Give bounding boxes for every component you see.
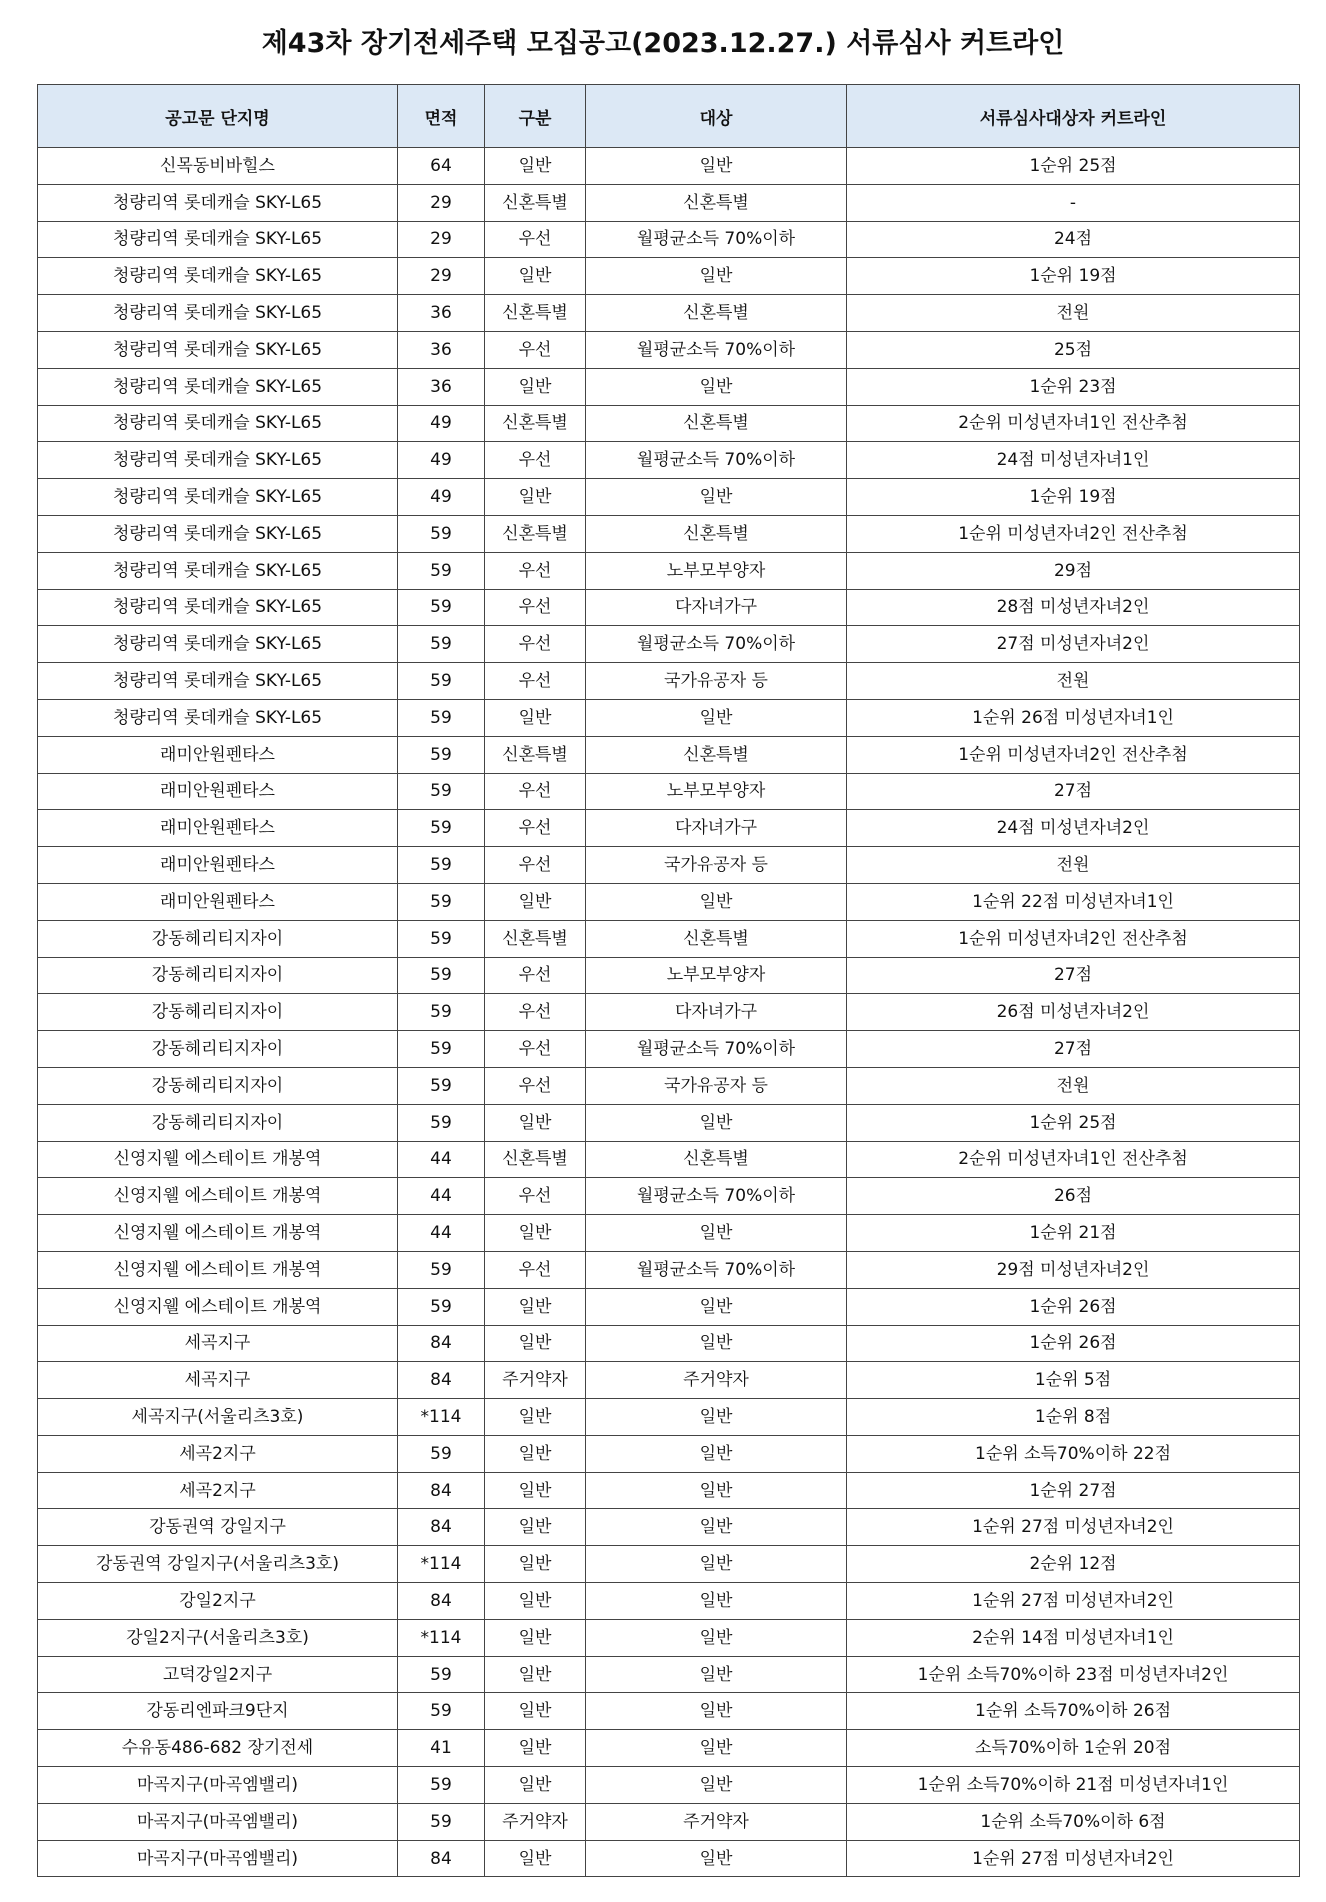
cell-area: 59 [398, 1031, 485, 1068]
cell-area: 59 [398, 1067, 485, 1104]
header-area: 면적 [398, 85, 485, 148]
cell-complex-name: 청량리역 롯데캐슬 SKY-L65 [38, 552, 398, 589]
cell-target: 월평균소득 70%이하 [586, 1178, 847, 1215]
table-row [38, 184, 1300, 221]
cell-cutoff: - [847, 184, 1300, 221]
table-row [38, 1546, 1300, 1583]
cell-target: 신혼특별 [586, 515, 847, 552]
cell-cutoff: 전원 [847, 295, 1300, 332]
cell-complex-name: 강동헤리티지자이 [38, 1104, 398, 1141]
cell-area: 59 [398, 1803, 485, 1840]
cell-category: 일반 [485, 1693, 586, 1730]
cell-area: 29 [398, 221, 485, 258]
cell-cutoff: 27점 [847, 1031, 1300, 1068]
cell-category: 일반 [485, 1399, 586, 1436]
cell-complex-name: 강동리엔파크9단지 [38, 1693, 398, 1730]
cell-complex-name: 청량리역 롯데캐슬 SKY-L65 [38, 515, 398, 552]
cell-target: 일반 [586, 148, 847, 185]
cell-complex-name: 강동헤리티지자이 [38, 1031, 398, 1068]
header-target: 대상 [586, 85, 847, 148]
table-row [38, 663, 1300, 700]
cell-target: 월평균소득 70%이하 [586, 1031, 847, 1068]
table-row [38, 1583, 1300, 1620]
cell-category: 일반 [485, 1509, 586, 1546]
cell-area: 59 [398, 810, 485, 847]
cell-category: 신혼특별 [485, 295, 586, 332]
cell-target: 일반 [586, 1656, 847, 1693]
cell-area: 59 [398, 1251, 485, 1288]
cell-category: 일반 [485, 1104, 586, 1141]
table-row [38, 847, 1300, 884]
cell-category: 우선 [485, 1178, 586, 1215]
table-header-row [38, 85, 1300, 148]
cell-category: 우선 [485, 957, 586, 994]
cell-cutoff: 1순위 26점 미성년자녀1인 [847, 699, 1300, 736]
cell-category: 일반 [485, 699, 586, 736]
cell-category: 일반 [485, 368, 586, 405]
cell-target: 국가유공자 등 [586, 1067, 847, 1104]
table-row [38, 1619, 1300, 1656]
cell-target: 일반 [586, 479, 847, 516]
cell-cutoff: 1순위 27점 미성년자녀2인 [847, 1840, 1300, 1877]
cell-complex-name: 강동권역 강일지구(서울리츠3호) [38, 1546, 398, 1583]
cell-target: 일반 [586, 1509, 847, 1546]
table-row [38, 515, 1300, 552]
cell-category: 일반 [485, 1435, 586, 1472]
cell-area: 59 [398, 663, 485, 700]
cell-complex-name: 청량리역 롯데캐슬 SKY-L65 [38, 368, 398, 405]
cell-cutoff: 1순위 소득70%이하 21점 미성년자녀1인 [847, 1767, 1300, 1804]
cell-target: 일반 [586, 1325, 847, 1362]
cell-target: 신혼특별 [586, 920, 847, 957]
cell-complex-name: 신영지웰 에스테이트 개봉역 [38, 1141, 398, 1178]
cell-area: 59 [398, 994, 485, 1031]
cell-area: 44 [398, 1215, 485, 1252]
cell-complex-name: 수유동486-682 장기전세 [38, 1730, 398, 1767]
cell-cutoff: 1순위 소득70%이하 23점 미성년자녀2인 [847, 1656, 1300, 1693]
cell-target: 신혼특별 [586, 405, 847, 442]
cell-cutoff: 전원 [847, 663, 1300, 700]
table-row [38, 920, 1300, 957]
cell-target: 일반 [586, 1288, 847, 1325]
cell-area: 59 [398, 736, 485, 773]
cell-cutoff: 1순위 5점 [847, 1362, 1300, 1399]
cell-area: 29 [398, 258, 485, 295]
cell-complex-name: 신영지웰 에스테이트 개봉역 [38, 1178, 398, 1215]
cell-complex-name: 청량리역 롯데캐슬 SKY-L65 [38, 295, 398, 332]
cell-complex-name: 청량리역 롯데캐슬 SKY-L65 [38, 479, 398, 516]
cell-category: 우선 [485, 773, 586, 810]
cell-target: 월평균소득 70%이하 [586, 1251, 847, 1288]
cell-category: 일반 [485, 1583, 586, 1620]
cell-category: 우선 [485, 589, 586, 626]
cell-area: 84 [398, 1362, 485, 1399]
cell-complex-name: 강일2지구 [38, 1583, 398, 1620]
cell-complex-name: 세곡지구 [38, 1325, 398, 1362]
cell-complex-name: 청량리역 롯데캐슬 SKY-L65 [38, 184, 398, 221]
cell-complex-name: 마곡지구(마곡엠밸리) [38, 1840, 398, 1877]
cell-target: 국가유공자 등 [586, 663, 847, 700]
cell-complex-name: 강동헤리티지자이 [38, 920, 398, 957]
table-row [38, 589, 1300, 626]
cell-area: 44 [398, 1141, 485, 1178]
cell-cutoff: 2순위 12점 [847, 1546, 1300, 1583]
cell-cutoff: 24점 미성년자녀1인 [847, 442, 1300, 479]
cell-cutoff: 27점 미성년자녀2인 [847, 626, 1300, 663]
cell-cutoff: 1순위 미성년자녀2인 전산추첨 [847, 515, 1300, 552]
cell-area: 59 [398, 1435, 485, 1472]
cell-target: 일반 [586, 1767, 847, 1804]
cell-cutoff: 26점 미성년자녀2인 [847, 994, 1300, 1031]
cell-target: 일반 [586, 368, 847, 405]
cell-cutoff: 2순위 미성년자녀1인 전산추첨 [847, 405, 1300, 442]
cell-area: 84 [398, 1509, 485, 1546]
cell-target: 주거약자 [586, 1362, 847, 1399]
cell-complex-name: 래미안원펜타스 [38, 736, 398, 773]
cell-target: 다자녀가구 [586, 994, 847, 1031]
table-row [38, 1509, 1300, 1546]
cell-cutoff: 전원 [847, 1067, 1300, 1104]
cell-category: 일반 [485, 258, 586, 295]
cell-area: 64 [398, 148, 485, 185]
cell-category: 우선 [485, 847, 586, 884]
cell-complex-name: 강동헤리티지자이 [38, 994, 398, 1031]
cell-category: 주거약자 [485, 1803, 586, 1840]
cell-target: 국가유공자 등 [586, 847, 847, 884]
cell-cutoff: 28점 미성년자녀2인 [847, 589, 1300, 626]
cell-cutoff: 26점 [847, 1178, 1300, 1215]
cell-category: 우선 [485, 1251, 586, 1288]
cell-complex-name: 고덕강일2지구 [38, 1656, 398, 1693]
cell-category: 일반 [485, 1656, 586, 1693]
table-row [38, 736, 1300, 773]
cell-cutoff: 24점 [847, 221, 1300, 258]
cell-cutoff: 1순위 26점 [847, 1325, 1300, 1362]
cell-target: 월평균소득 70%이하 [586, 442, 847, 479]
cell-cutoff: 1순위 소득70%이하 6점 [847, 1803, 1300, 1840]
cell-area: 49 [398, 405, 485, 442]
cell-area: 44 [398, 1178, 485, 1215]
cell-cutoff: 1순위 27점 미성년자녀2인 [847, 1583, 1300, 1620]
document-title: 제43차 장기전세주택 모집공고(2023.12.27.) 서류심사 커트라인 [261, 28, 1065, 59]
cell-cutoff: 1순위 23점 [847, 368, 1300, 405]
cell-category: 신혼특별 [485, 405, 586, 442]
table-row [38, 368, 1300, 405]
cell-area: 59 [398, 1288, 485, 1325]
table-row [38, 699, 1300, 736]
cell-category: 우선 [485, 1067, 586, 1104]
table-row [38, 1215, 1300, 1252]
cell-cutoff: 1순위 소득70%이하 22점 [847, 1435, 1300, 1472]
cell-complex-name: 마곡지구(마곡엠밸리) [38, 1803, 398, 1840]
cell-category: 우선 [485, 810, 586, 847]
cell-category: 일반 [485, 1546, 586, 1583]
table-row [38, 479, 1300, 516]
table-row [38, 1399, 1300, 1436]
cell-area: 59 [398, 883, 485, 920]
table-row [38, 258, 1300, 295]
cell-target: 일반 [586, 1619, 847, 1656]
cell-complex-name: 신영지웰 에스테이트 개봉역 [38, 1215, 398, 1252]
cell-target: 주거약자 [586, 1803, 847, 1840]
cell-target: 다자녀가구 [586, 810, 847, 847]
cell-target: 일반 [586, 1215, 847, 1252]
table-row [38, 221, 1300, 258]
cell-category: 신혼특별 [485, 184, 586, 221]
cell-area: 59 [398, 552, 485, 589]
table-body [38, 148, 1300, 1877]
cell-complex-name: 세곡2지구 [38, 1472, 398, 1509]
table-row [38, 1803, 1300, 1840]
cell-category: 우선 [485, 552, 586, 589]
table-row [38, 1362, 1300, 1399]
cell-target: 일반 [586, 699, 847, 736]
cell-area: *114 [398, 1399, 485, 1436]
cell-area: 59 [398, 515, 485, 552]
cell-category: 일반 [485, 148, 586, 185]
cell-category: 주거약자 [485, 1362, 586, 1399]
cell-category: 일반 [485, 883, 586, 920]
cell-area: 59 [398, 699, 485, 736]
cell-cutoff: 27점 [847, 957, 1300, 994]
cell-target: 일반 [586, 1104, 847, 1141]
cell-area: 59 [398, 626, 485, 663]
table-row [38, 1141, 1300, 1178]
cell-cutoff: 1순위 8점 [847, 1399, 1300, 1436]
cell-category: 우선 [485, 626, 586, 663]
cell-area: 59 [398, 920, 485, 957]
table-row [38, 1288, 1300, 1325]
header-cutoff: 서류심사대상자 커트라인 [847, 85, 1300, 148]
cell-cutoff: 1순위 25점 [847, 1104, 1300, 1141]
cell-cutoff: 2순위 14점 미성년자녀1인 [847, 1619, 1300, 1656]
cell-target: 노부모부양자 [586, 773, 847, 810]
cell-category: 신혼특별 [485, 920, 586, 957]
table-row [38, 442, 1300, 479]
cell-complex-name: 신영지웰 에스테이트 개봉역 [38, 1251, 398, 1288]
cell-target: 일반 [586, 1435, 847, 1472]
cell-cutoff: 1순위 27점 미성년자녀2인 [847, 1509, 1300, 1546]
table-row [38, 994, 1300, 1031]
cell-area: 59 [398, 1104, 485, 1141]
cell-area: 59 [398, 773, 485, 810]
cell-target: 신혼특별 [586, 1141, 847, 1178]
table-row [38, 405, 1300, 442]
cell-cutoff: 소득70%이하 1순위 20점 [847, 1730, 1300, 1767]
table-row [38, 148, 1300, 185]
table-row [38, 1178, 1300, 1215]
cell-cutoff: 1순위 19점 [847, 258, 1300, 295]
cell-complex-name: 신목동비바힐스 [38, 148, 398, 185]
cell-area: 59 [398, 1767, 485, 1804]
cell-area: 29 [398, 184, 485, 221]
cell-category: 우선 [485, 221, 586, 258]
table-row [38, 1472, 1300, 1509]
cell-category: 일반 [485, 1619, 586, 1656]
cell-cutoff: 1순위 22점 미성년자녀1인 [847, 883, 1300, 920]
cell-target: 월평균소득 70%이하 [586, 626, 847, 663]
cell-area: 49 [398, 479, 485, 516]
cell-category: 신혼특별 [485, 1141, 586, 1178]
cell-complex-name: 래미안원펜타스 [38, 810, 398, 847]
cell-cutoff: 27점 [847, 773, 1300, 810]
cell-category: 일반 [485, 1767, 586, 1804]
table-row [38, 883, 1300, 920]
cell-category: 일반 [485, 1325, 586, 1362]
table-row [38, 331, 1300, 368]
cell-cutoff: 1순위 소득70%이하 26점 [847, 1693, 1300, 1730]
cell-cutoff: 1순위 27점 [847, 1472, 1300, 1509]
cell-area: *114 [398, 1619, 485, 1656]
cell-target: 일반 [586, 1840, 847, 1877]
cell-area: 36 [398, 295, 485, 332]
cell-cutoff: 25점 [847, 331, 1300, 368]
cell-complex-name: 청량리역 롯데캐슬 SKY-L65 [38, 699, 398, 736]
header-complex-name: 공고문 단지명 [38, 85, 398, 148]
cell-target: 노부모부양자 [586, 957, 847, 994]
cell-area: 59 [398, 1656, 485, 1693]
cell-area: 59 [398, 957, 485, 994]
cell-area: 84 [398, 1840, 485, 1877]
cell-area: 84 [398, 1325, 485, 1362]
cell-area: 59 [398, 589, 485, 626]
cell-complex-name: 래미안원펜타스 [38, 773, 398, 810]
table-row [38, 1067, 1300, 1104]
cutoff-table [37, 84, 1300, 1877]
cell-category: 우선 [485, 442, 586, 479]
cell-area: 49 [398, 442, 485, 479]
table-row [38, 1693, 1300, 1730]
cell-area: *114 [398, 1546, 485, 1583]
table-row [38, 1031, 1300, 1068]
cell-complex-name: 마곡지구(마곡엠밸리) [38, 1767, 398, 1804]
cell-target: 월평균소득 70%이하 [586, 331, 847, 368]
cell-complex-name: 청량리역 롯데캐슬 SKY-L65 [38, 442, 398, 479]
cell-area: 59 [398, 1693, 485, 1730]
table-row [38, 1325, 1300, 1362]
cell-complex-name: 세곡2지구 [38, 1435, 398, 1472]
cell-complex-name: 래미안원펜타스 [38, 883, 398, 920]
cell-target: 신혼특별 [586, 736, 847, 773]
header-category: 구분 [485, 85, 586, 148]
cell-target: 일반 [586, 1693, 847, 1730]
table-row [38, 1840, 1300, 1877]
cell-area: 36 [398, 331, 485, 368]
cell-cutoff: 29점 미성년자녀2인 [847, 1251, 1300, 1288]
table-row [38, 1251, 1300, 1288]
cell-cutoff: 1순위 미성년자녀2인 전산추첨 [847, 736, 1300, 773]
cell-complex-name: 청량리역 롯데캐슬 SKY-L65 [38, 221, 398, 258]
cell-complex-name: 청량리역 롯데캐슬 SKY-L65 [38, 405, 398, 442]
cell-category: 우선 [485, 1031, 586, 1068]
table-row [38, 1767, 1300, 1804]
cell-target: 다자녀가구 [586, 589, 847, 626]
cell-cutoff: 29점 [847, 552, 1300, 589]
table-row [38, 1435, 1300, 1472]
cell-complex-name: 강동헤리티지자이 [38, 1067, 398, 1104]
cell-area: 84 [398, 1583, 485, 1620]
cell-target: 신혼특별 [586, 295, 847, 332]
cell-category: 일반 [485, 1472, 586, 1509]
cell-category: 일반 [485, 1730, 586, 1767]
cell-target: 일반 [586, 1546, 847, 1583]
cell-area: 36 [398, 368, 485, 405]
cell-category: 일반 [485, 1840, 586, 1877]
cell-complex-name: 래미안원펜타스 [38, 847, 398, 884]
cell-complex-name: 세곡지구(서울리츠3호) [38, 1399, 398, 1436]
cell-area: 84 [398, 1472, 485, 1509]
cell-category: 신혼특별 [485, 515, 586, 552]
cell-area: 59 [398, 847, 485, 884]
cell-category: 우선 [485, 994, 586, 1031]
cell-cutoff: 1순위 26점 [847, 1288, 1300, 1325]
cell-area: 41 [398, 1730, 485, 1767]
table-row [38, 1104, 1300, 1141]
cell-complex-name: 청량리역 롯데캐슬 SKY-L65 [38, 258, 398, 295]
cell-cutoff: 24점 미성년자녀2인 [847, 810, 1300, 847]
cell-target: 월평균소득 70%이하 [586, 221, 847, 258]
cell-target: 일반 [586, 1399, 847, 1436]
cell-complex-name: 강동권역 강일지구 [38, 1509, 398, 1546]
cell-complex-name: 청량리역 롯데캐슬 SKY-L65 [38, 626, 398, 663]
cell-cutoff: 2순위 미성년자녀1인 전산추첨 [847, 1141, 1300, 1178]
cell-complex-name: 신영지웰 에스테이트 개봉역 [38, 1288, 398, 1325]
cell-complex-name: 강일2지구(서울리츠3호) [38, 1619, 398, 1656]
cell-cutoff: 1순위 미성년자녀2인 전산추첨 [847, 920, 1300, 957]
cell-category: 우선 [485, 663, 586, 700]
table-row [38, 957, 1300, 994]
cell-target: 일반 [586, 258, 847, 295]
cell-category: 일반 [485, 1288, 586, 1325]
table-row [38, 810, 1300, 847]
table-row [38, 552, 1300, 589]
cell-complex-name: 강동헤리티지자이 [38, 957, 398, 994]
cell-category: 일반 [485, 479, 586, 516]
cell-cutoff: 1순위 19점 [847, 479, 1300, 516]
cell-cutoff: 1순위 21점 [847, 1215, 1300, 1252]
cell-complex-name: 세곡지구 [38, 1362, 398, 1399]
cell-target: 신혼특별 [586, 184, 847, 221]
table-row [38, 1730, 1300, 1767]
table-row [38, 626, 1300, 663]
cell-target: 일반 [586, 1730, 847, 1767]
cell-category: 일반 [485, 1215, 586, 1252]
cell-complex-name: 청량리역 롯데캐슬 SKY-L65 [38, 331, 398, 368]
cell-cutoff: 전원 [847, 847, 1300, 884]
cell-target: 일반 [586, 1583, 847, 1620]
table-row [38, 295, 1300, 332]
cell-category: 신혼특별 [485, 736, 586, 773]
cell-complex-name: 청량리역 롯데캐슬 SKY-L65 [38, 589, 398, 626]
table-row [38, 1656, 1300, 1693]
cell-complex-name: 청량리역 롯데캐슬 SKY-L65 [38, 663, 398, 700]
cell-cutoff: 1순위 25점 [847, 148, 1300, 185]
table-row [38, 773, 1300, 810]
cell-category: 우선 [485, 331, 586, 368]
cell-target: 노부모부양자 [586, 552, 847, 589]
cell-target: 일반 [586, 1472, 847, 1509]
cell-target: 일반 [586, 883, 847, 920]
